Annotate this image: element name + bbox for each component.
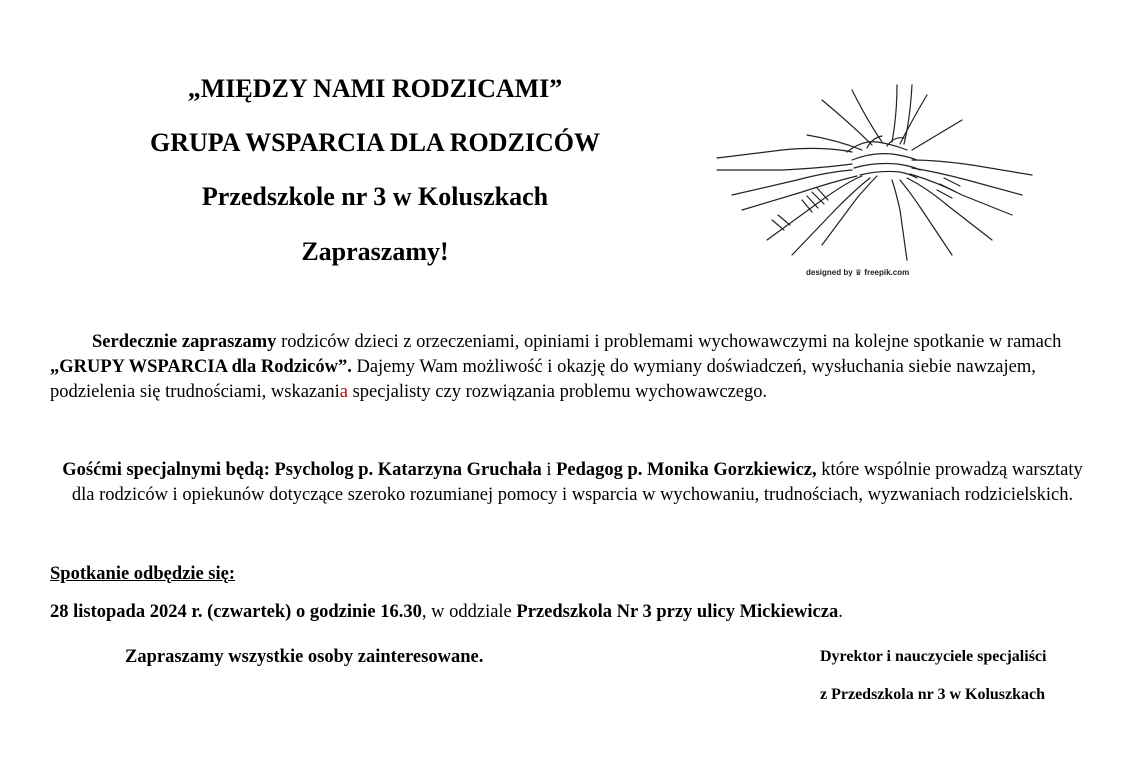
paragraph1-text-b: Dajemy Wam możliwość i okazję do wymiany doświadczeń, wysłuchania siebie nawzajem, podzielenia się trudnościami, wskazani [50, 357, 1036, 402]
invitation-paragraph [50, 330, 1095, 405]
signature-line-2: z Przedszkola nr 3 w Koluszkach [820, 686, 1046, 703]
paragraph2-conj: i [541, 460, 557, 480]
meeting-end: . [838, 602, 843, 622]
meeting-place: Przedszkola Nr 3 przy ulicy Mickiewicza [516, 602, 839, 622]
meeting-date: 28 listopada 2024 r. (czwartek) o godzinie 16.30 [50, 602, 422, 622]
stacked-hands-illustration-icon [712, 80, 1052, 270]
paragraph1-text-c: specjalisty czy rozwiązania problemu wychowawczego. [347, 382, 768, 402]
paragraph2-lead: Gośćmi specjalnymi będą: Psycholog p. Katarzyna Gruchała [62, 460, 542, 480]
title-line-4: Zapraszamy! [301, 237, 449, 266]
paragraph1-group-name: „GRUPY WSPARCIA dla Rodziców”. [50, 357, 352, 377]
signature-line-1: Dyrektor i nauczyciele specjaliści [820, 648, 1047, 665]
title-line-3: Przedszkole nr 3 w Koluszkach [201, 182, 549, 211]
freepik-credit: designed by ♛ freepik.com [806, 268, 910, 277]
meeting-heading: Spotkanie odbędzie się: [50, 564, 236, 584]
paragraph1-text-a: rodziców dzieci z orzeczeniami, opiniami i problemami wychowawczymi na kolejne spotkanie w ramach [276, 332, 1062, 352]
paragraph1-lead: Serdecznie zapraszamy [92, 332, 277, 352]
paragraph1-marked-letter: a [339, 382, 348, 402]
guests-paragraph [60, 458, 1085, 508]
paragraph2-text: które wspólnie prowadzą warsztaty dla rodziców i opiekunów dotyczące szeroko rozumianej pomocy i wsparcia w wychowaniu, trudnościach, wyzwaniach rodzicielskich. [71, 460, 1083, 505]
meeting-details [50, 600, 1110, 625]
title-line-1: „MIĘDZY NAMI RODZICAMI” [187, 74, 563, 103]
footer-invite: Zapraszamy wszystkie osoby zainteresowane. [125, 647, 484, 667]
title-line-2: GRUPA WSPARCIA DLA RODZICÓW [150, 128, 600, 157]
meeting-mid-text: , w oddziale [421, 602, 517, 622]
paragraph2-second-guest: Pedagog p. Monika Gorzkiewicz, [556, 460, 817, 480]
